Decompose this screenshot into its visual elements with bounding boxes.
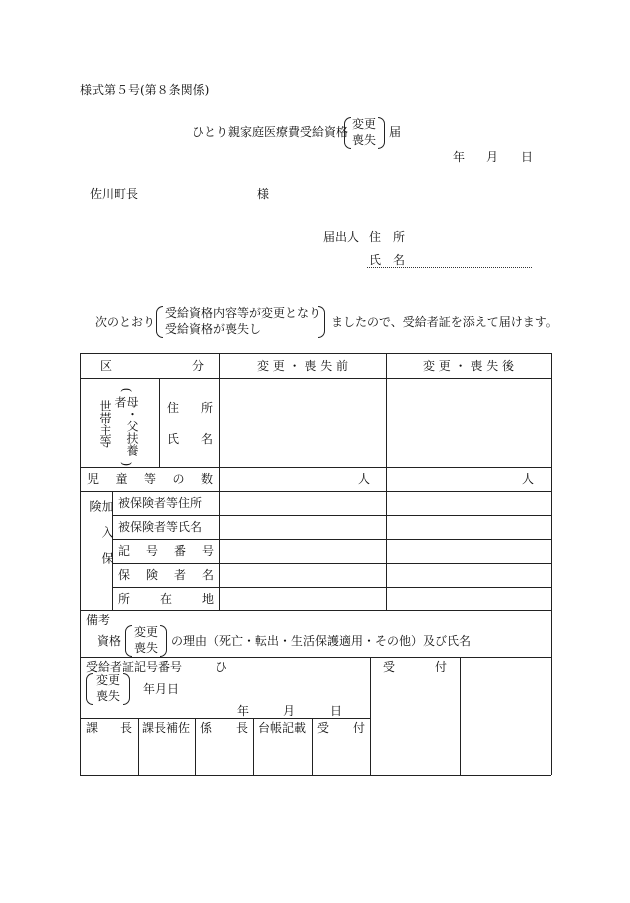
remarks-brace-left — [125, 625, 132, 657]
date-day: 日 — [521, 150, 534, 164]
statement-brace-right — [318, 306, 325, 338]
col-category-a: 区 — [100, 359, 113, 373]
hh-address: 住 所 — [167, 401, 213, 415]
head-of-household: 世帯主等 — [98, 400, 112, 448]
statement-brace-left — [156, 306, 163, 338]
remarks-option-change: 変更 — [134, 625, 159, 639]
sign-month: 月 — [283, 704, 296, 718]
assistant-chief-label: 課長補佐 — [142, 721, 191, 735]
remarks-label: 備考 — [86, 613, 111, 627]
title-main: ひとり親家庭医療費受給資格 — [192, 125, 349, 139]
remarks-option-loss: 喪失 — [134, 641, 159, 655]
date-brace-left — [86, 673, 93, 705]
date-year: 年 — [453, 150, 466, 164]
children-count-label: 児 童 等 の 数 — [87, 472, 213, 486]
title-end: 届 — [389, 125, 402, 139]
sign-day: 日 — [330, 704, 343, 718]
cert-prefix: ひ — [215, 660, 228, 674]
statement-option-2: 受給資格が喪失し — [165, 322, 262, 336]
date-suffix: 年月日 — [143, 682, 180, 696]
head-paren-text: 母・父扶養者 — [113, 396, 139, 456]
date-brace-right — [123, 673, 130, 705]
children-unit-after: 人 — [522, 472, 535, 486]
title-option-loss: 喪失 — [352, 133, 377, 147]
statement-option-1: 受給資格内容等が変更となり — [165, 306, 322, 320]
title-brace-right — [378, 117, 385, 149]
location: 所 在 地 — [118, 592, 214, 606]
col-category-b: 分 — [192, 359, 205, 373]
remarks-qualification: 資格 — [97, 634, 122, 648]
symbol-number: 記 号 番 号 — [118, 544, 214, 558]
title-brace-left — [344, 117, 351, 149]
receipt-label: 受 付 — [317, 721, 365, 735]
staff-label: 係 長 — [200, 721, 248, 735]
recipient: 佐川町長 — [90, 187, 139, 201]
address-label: 住 所 — [369, 230, 406, 244]
statement-suffix: ましたので、受給者証を添えて届けます。 — [331, 315, 558, 329]
date-option-loss: 喪失 — [96, 689, 121, 703]
form-number: 様式第５号(第８条関係) — [80, 83, 210, 97]
col-before: 変 更 ・ 喪 失 前 — [256, 359, 349, 373]
head-paren-group — [113, 384, 139, 470]
insurance-group: 加入保険 — [88, 500, 114, 578]
insured-address: 被保険者等住所 — [118, 496, 203, 510]
chief-label: 課 長 — [86, 721, 132, 735]
sign-year: 年 — [237, 704, 250, 718]
children-unit-before: 人 — [358, 472, 371, 486]
recipient-honorific: 様 — [257, 187, 270, 201]
paren-open: ( — [119, 387, 133, 393]
receipt-header: 受 付 — [383, 660, 447, 674]
hh-name: 氏 名 — [167, 432, 213, 446]
insured-name: 被保険者等氏名 — [118, 520, 203, 534]
remarks-brace-right — [160, 625, 167, 657]
cert-number-label: 受給者証記号番号 — [86, 660, 183, 674]
col-after: 変 更 ・ 喪 失 後 — [422, 359, 515, 373]
ledger-label: 台帳記載 — [258, 721, 307, 735]
date-month: 月 — [486, 150, 499, 164]
name-label: 氏 名 — [369, 253, 406, 267]
remarks-reason: の理由（死亡・転出・生活保護適用・その他）及び氏名 — [171, 634, 472, 648]
statement-prefix: 次のとおり — [95, 315, 156, 329]
name-underline — [367, 267, 532, 268]
insurer-name: 保 険 者 名 — [118, 568, 214, 582]
applicant-label: 届出人 — [323, 230, 360, 244]
title-option-change: 変更 — [352, 117, 377, 131]
date-option-change: 変更 — [96, 673, 121, 687]
paren-close: ) — [119, 461, 133, 467]
